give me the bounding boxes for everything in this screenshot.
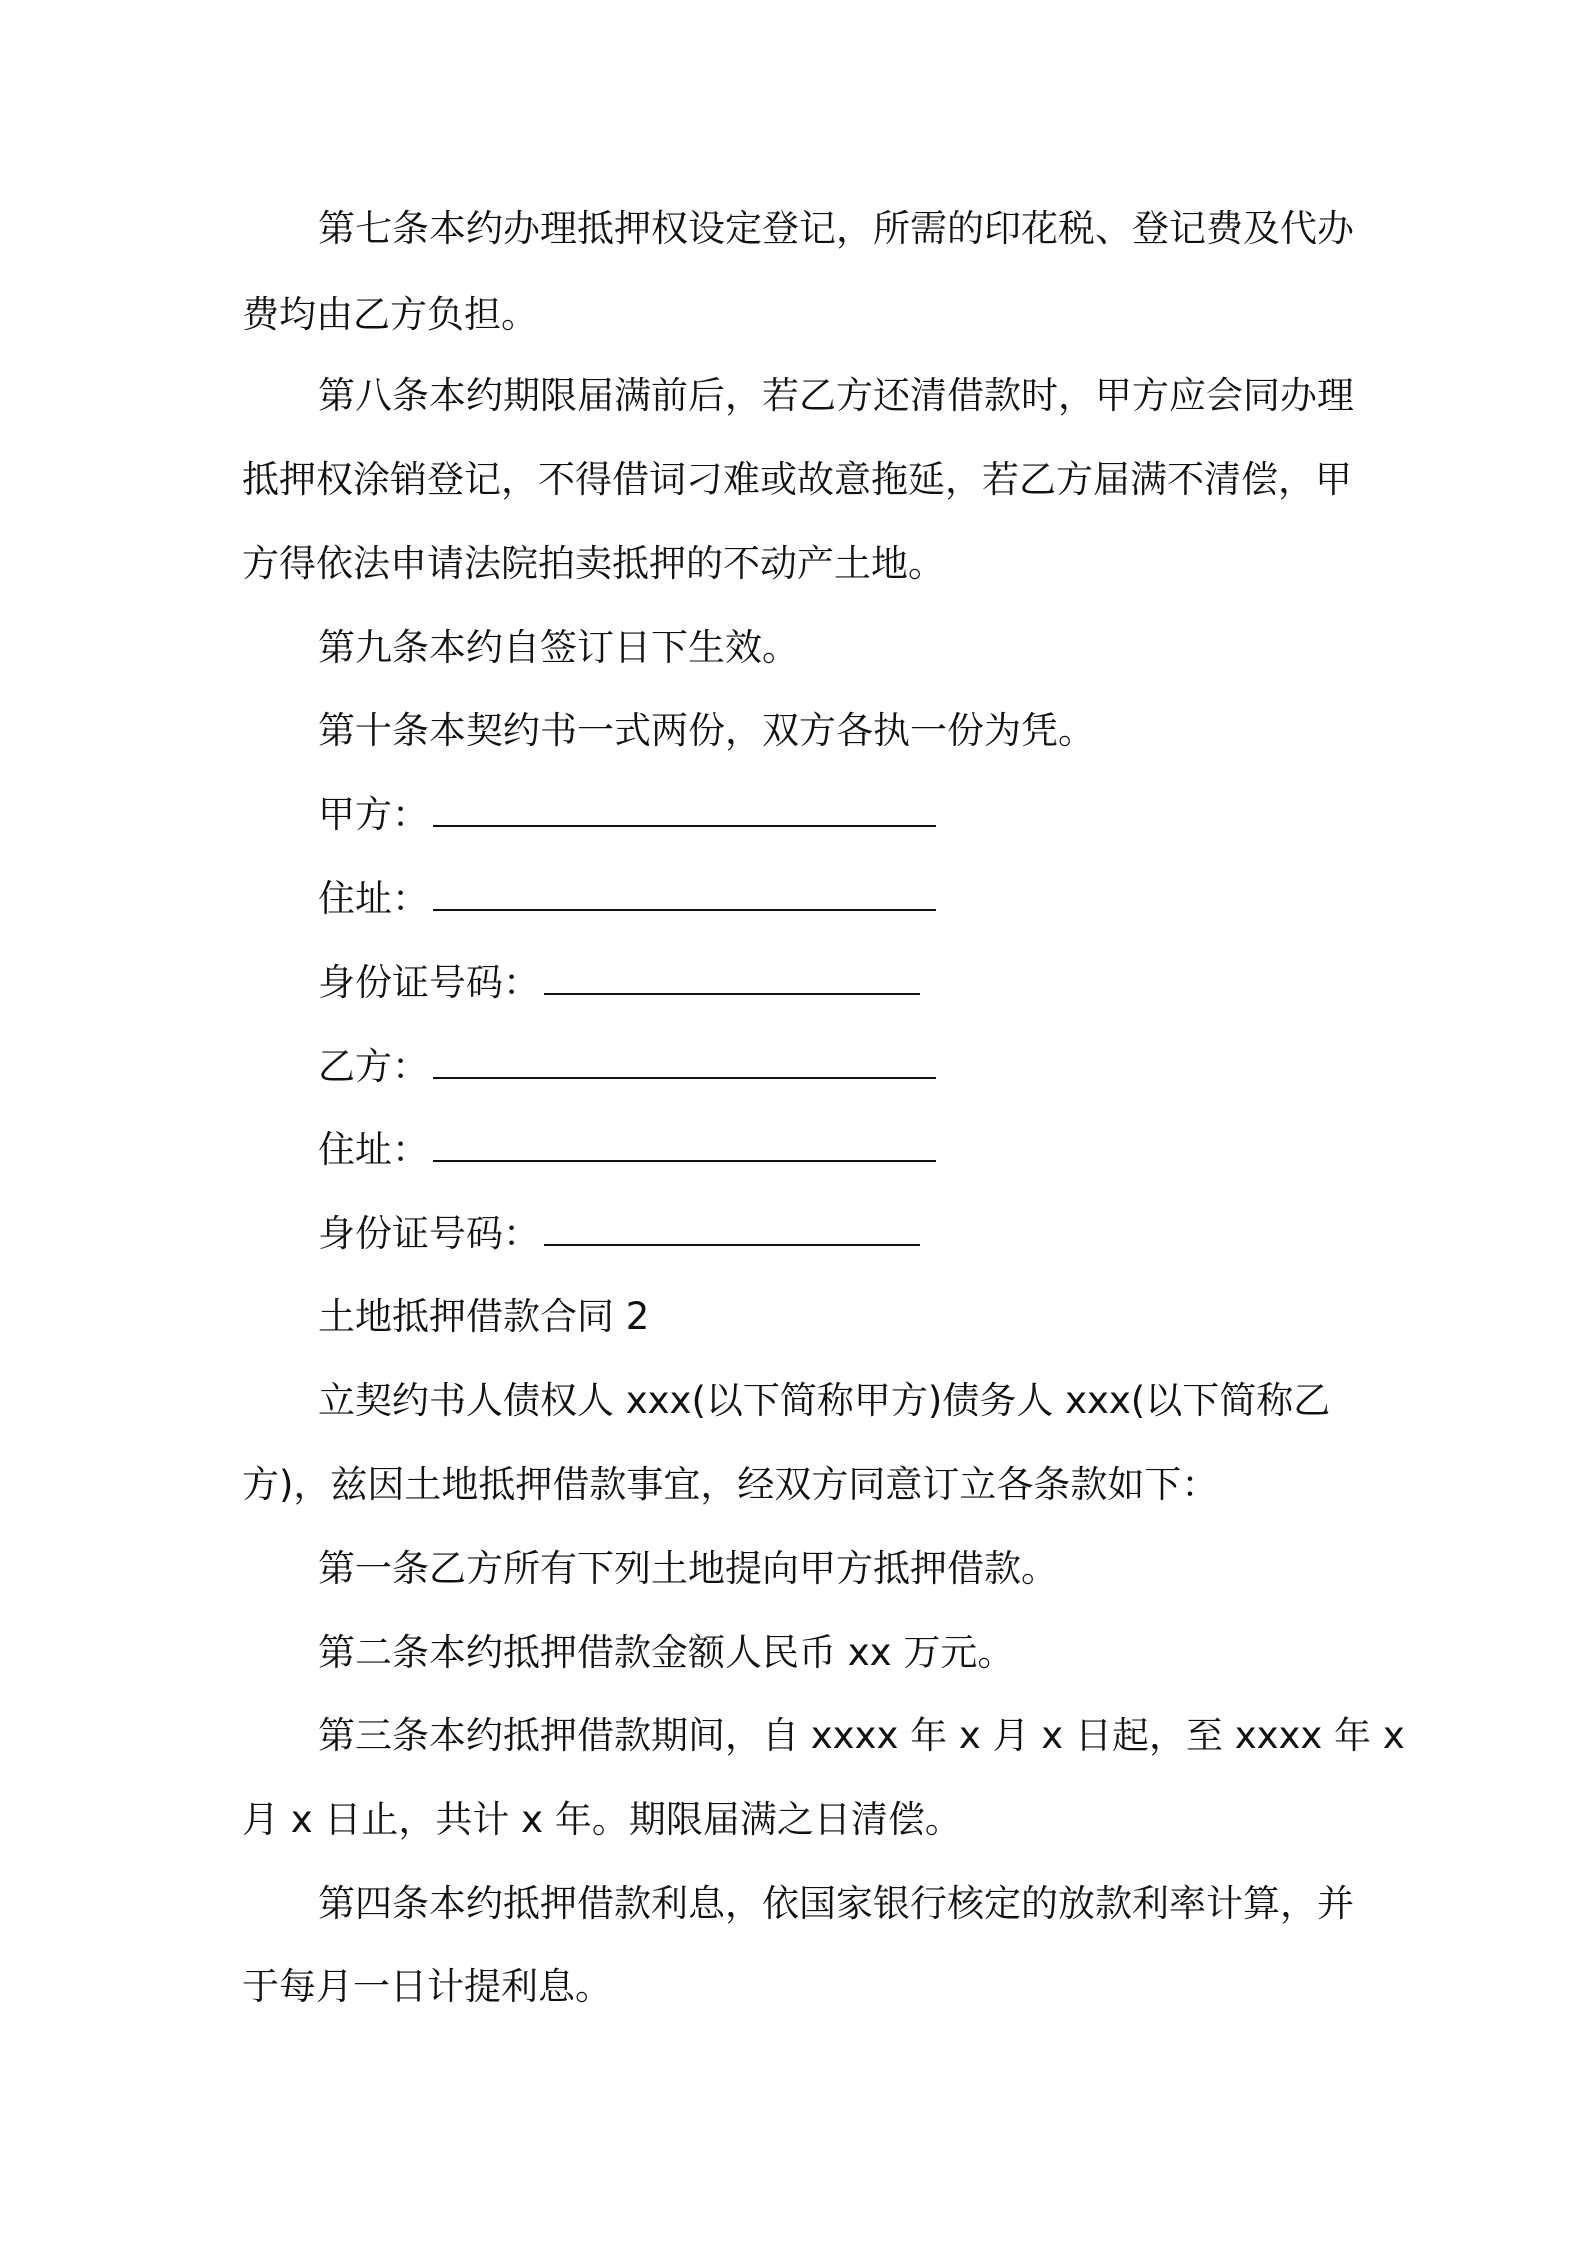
party-b-field <box>318 1045 936 1088</box>
article-9: 第九条本约自签订日下生效。 <box>318 626 799 669</box>
c2-article-3-line-1: 第三条本约抵押借款期间，自 xxxx 年 x 月 x 日起，至 xxxx 年 x <box>318 1714 1405 1757</box>
article-8-line-3: 方得依法申请法院拍卖抵押的不动产土地。 <box>242 542 945 585</box>
party-b-address-blank-line <box>433 1158 936 1162</box>
party-b-id-label: 身份证号码： <box>318 1212 540 1255</box>
contract-2-title: 土地抵押借款合同 2 <box>318 1295 650 1338</box>
article-7-line-1: 第七条本约办理抵押权设定登记，所需的印花税、登记费及代办 <box>318 207 1354 250</box>
party-b-blank-line <box>433 1075 936 1079</box>
party-a-field <box>318 793 936 836</box>
party-a-address-label: 住址： <box>318 877 429 920</box>
party-b-id-field <box>318 1212 920 1255</box>
article-7-line-2: 费均由乙方负担。 <box>242 293 538 336</box>
c2-article-4-line-2: 于每月一日计提利息。 <box>242 1965 612 2008</box>
party-a-blank-line <box>433 823 936 827</box>
party-b-label: 乙方： <box>318 1045 429 1088</box>
party-b-address-label: 住址： <box>318 1128 429 1171</box>
party-b-id-blank-line <box>544 1242 920 1246</box>
c2-article-2: 第二条本约抵押借款金额人民币 xx 万元。 <box>318 1631 1015 1674</box>
article-10: 第十条本契约书一式两份，双方各执一份为凭。 <box>318 709 1095 752</box>
party-a-address-field <box>318 877 936 920</box>
c2-article-3-line-2: 月 x 日止，共计 x 年。期限届满之日清偿。 <box>242 1798 962 1841</box>
party-a-id-blank-line <box>544 991 920 995</box>
preamble-line-1: 立契约书人债权人 xxx(以下简称甲方)债务人 xxx(以下简称乙 <box>318 1379 1331 1422</box>
party-b-address-field <box>318 1128 936 1171</box>
party-a-label: 甲方： <box>318 793 429 836</box>
c2-article-1: 第一条乙方所有下列土地提向甲方抵押借款。 <box>318 1547 1058 1590</box>
article-8-line-2: 抵押权涂销登记，不得借词刁难或故意拖延，若乙方届满不清偿，甲 <box>242 458 1352 501</box>
article-8-line-1: 第八条本约期限届满前后，若乙方还清借款时，甲方应会同办理 <box>318 374 1354 417</box>
preamble-line-2: 方)，兹因土地抵押借款事宜，经双方同意订立各条款如下： <box>242 1463 1219 1506</box>
c2-article-4-line-1: 第四条本约抵押借款利息，依国家银行核定的放款利率计算，并 <box>318 1882 1354 1925</box>
party-a-id-label: 身份证号码： <box>318 961 540 1004</box>
party-a-id-field <box>318 961 920 1004</box>
party-a-address-blank-line <box>433 907 936 911</box>
